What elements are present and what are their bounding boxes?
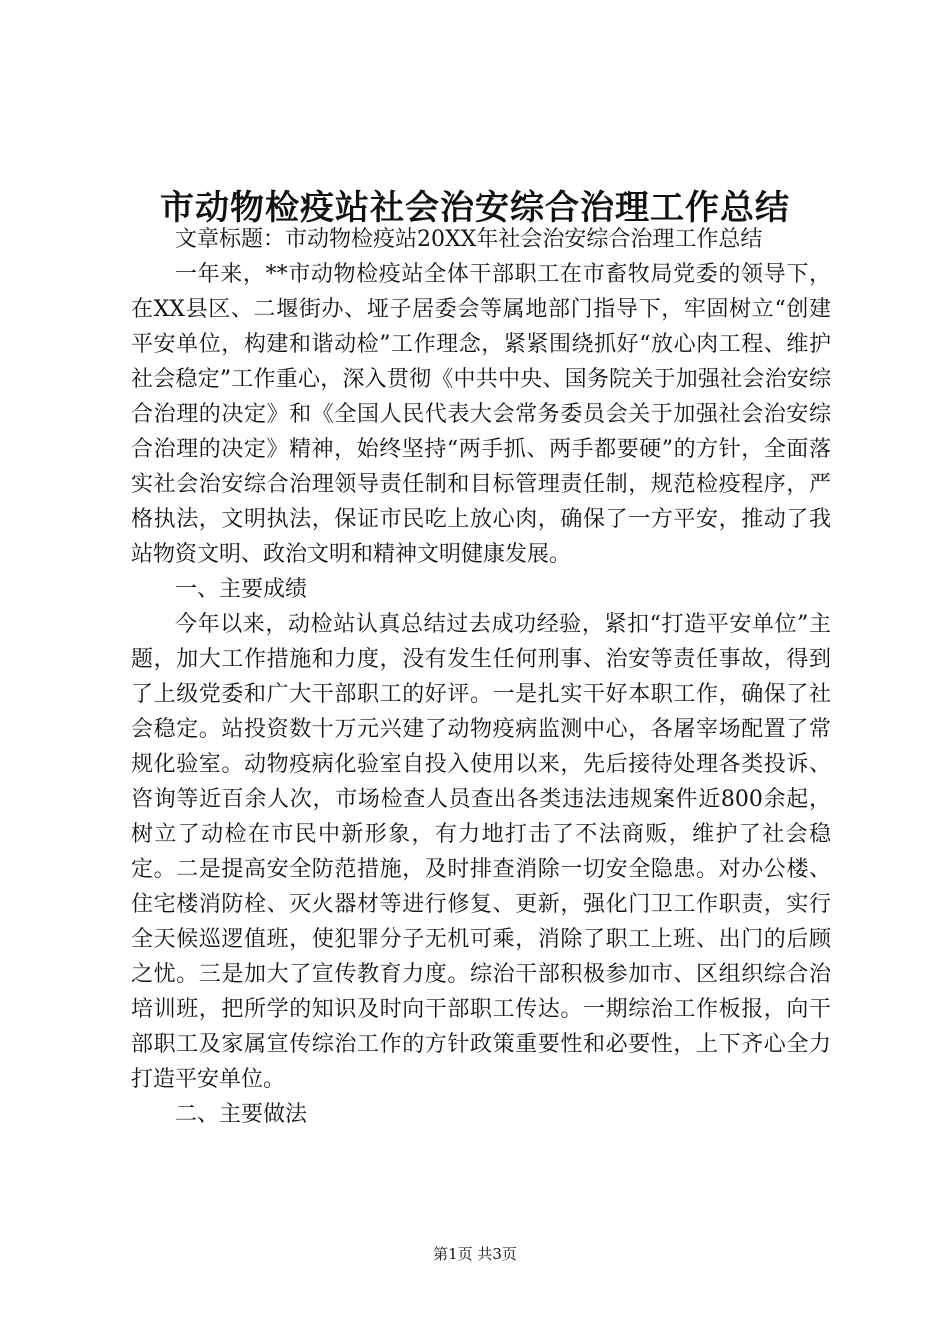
section-heading-methods: 二、主要做法 xyxy=(175,1102,308,1127)
document-title: 市动物检疫站社会治安综合治理工作总结 xyxy=(160,188,790,228)
page-number-footer: 第1页 共3页 xyxy=(433,1245,517,1263)
intro-paragraph: 一年来，**市动物检疫站全体干部职工在市畜牧局党委的领导下，在XX县区、二堰街办、垭子居委会等属地部门指导下，牢固树立“创建平安单位，构建和谐动检”工作理念，紧紧围绕抓好“放心肉工程、维护社会稳定”工作重心，深入贯彻《中共中央、国务院关于加强社会治安综合治理的决定》和《全国人民代表大会常务委员会关于加强社会治安综合治理的决定》精神，始终坚持“两手抓、两手都要硬”的方针，全面落实社会治安综合治理领导责任制和目标管理责任制，规范检疫程序，严格执法，文明执法，保证市民吃上放心肉，确保了一方平安，推动了我站物资文明、政治文明和精神文明健康发展。 xyxy=(131,262,831,567)
document-body xyxy=(131,222,831,1132)
section-heading-achievements: 一、主要成绩 xyxy=(175,577,308,602)
achievements-paragraph: 今年以来，动检站认真总结过去成功经验，紧扣“打造平安单位”主题，加大工作措施和力度，没有发生任何刑事、治安等责任事故，得到了上级党委和广大干部职工的好评。一是扎实干好本职工作，确保了社会稳定。站投资数十万元兴建了动物疫病监测中心，各屠宰场配置了常规化验室。动物疫病化验室自投入使用以来，先后接待处理各类投诉、咨询等近百余人次，市场检查人员查出各类违法违规案件近800余起，树立了动检在市民中新形象，有力地打击了不法商贩，维护了社会稳定。二是提高安全防范措施，及时排查消除一切安全隐患。对办公楼、住宅楼消防栓、灭火器材等进行修复、更新，强化门卫工作职责，实行全天候巡逻值班，使犯罪分子无机可乘，消除了职工上班、出门的后顾之忧。三是加大了宣传教育力度。综治干部积极参加市、区组织综合治培训班，把所学的知识及时向干部职工传达。一期综治工作板报，向干部职工及家属宣传综治工作的方针政策重要性和必要性，上下齐心全力打造平安单位。 xyxy=(131,612,831,1092)
article-title-paragraph: 文章标题：市动物检疫站20XX年社会治安综合治理工作总结 xyxy=(175,227,763,252)
